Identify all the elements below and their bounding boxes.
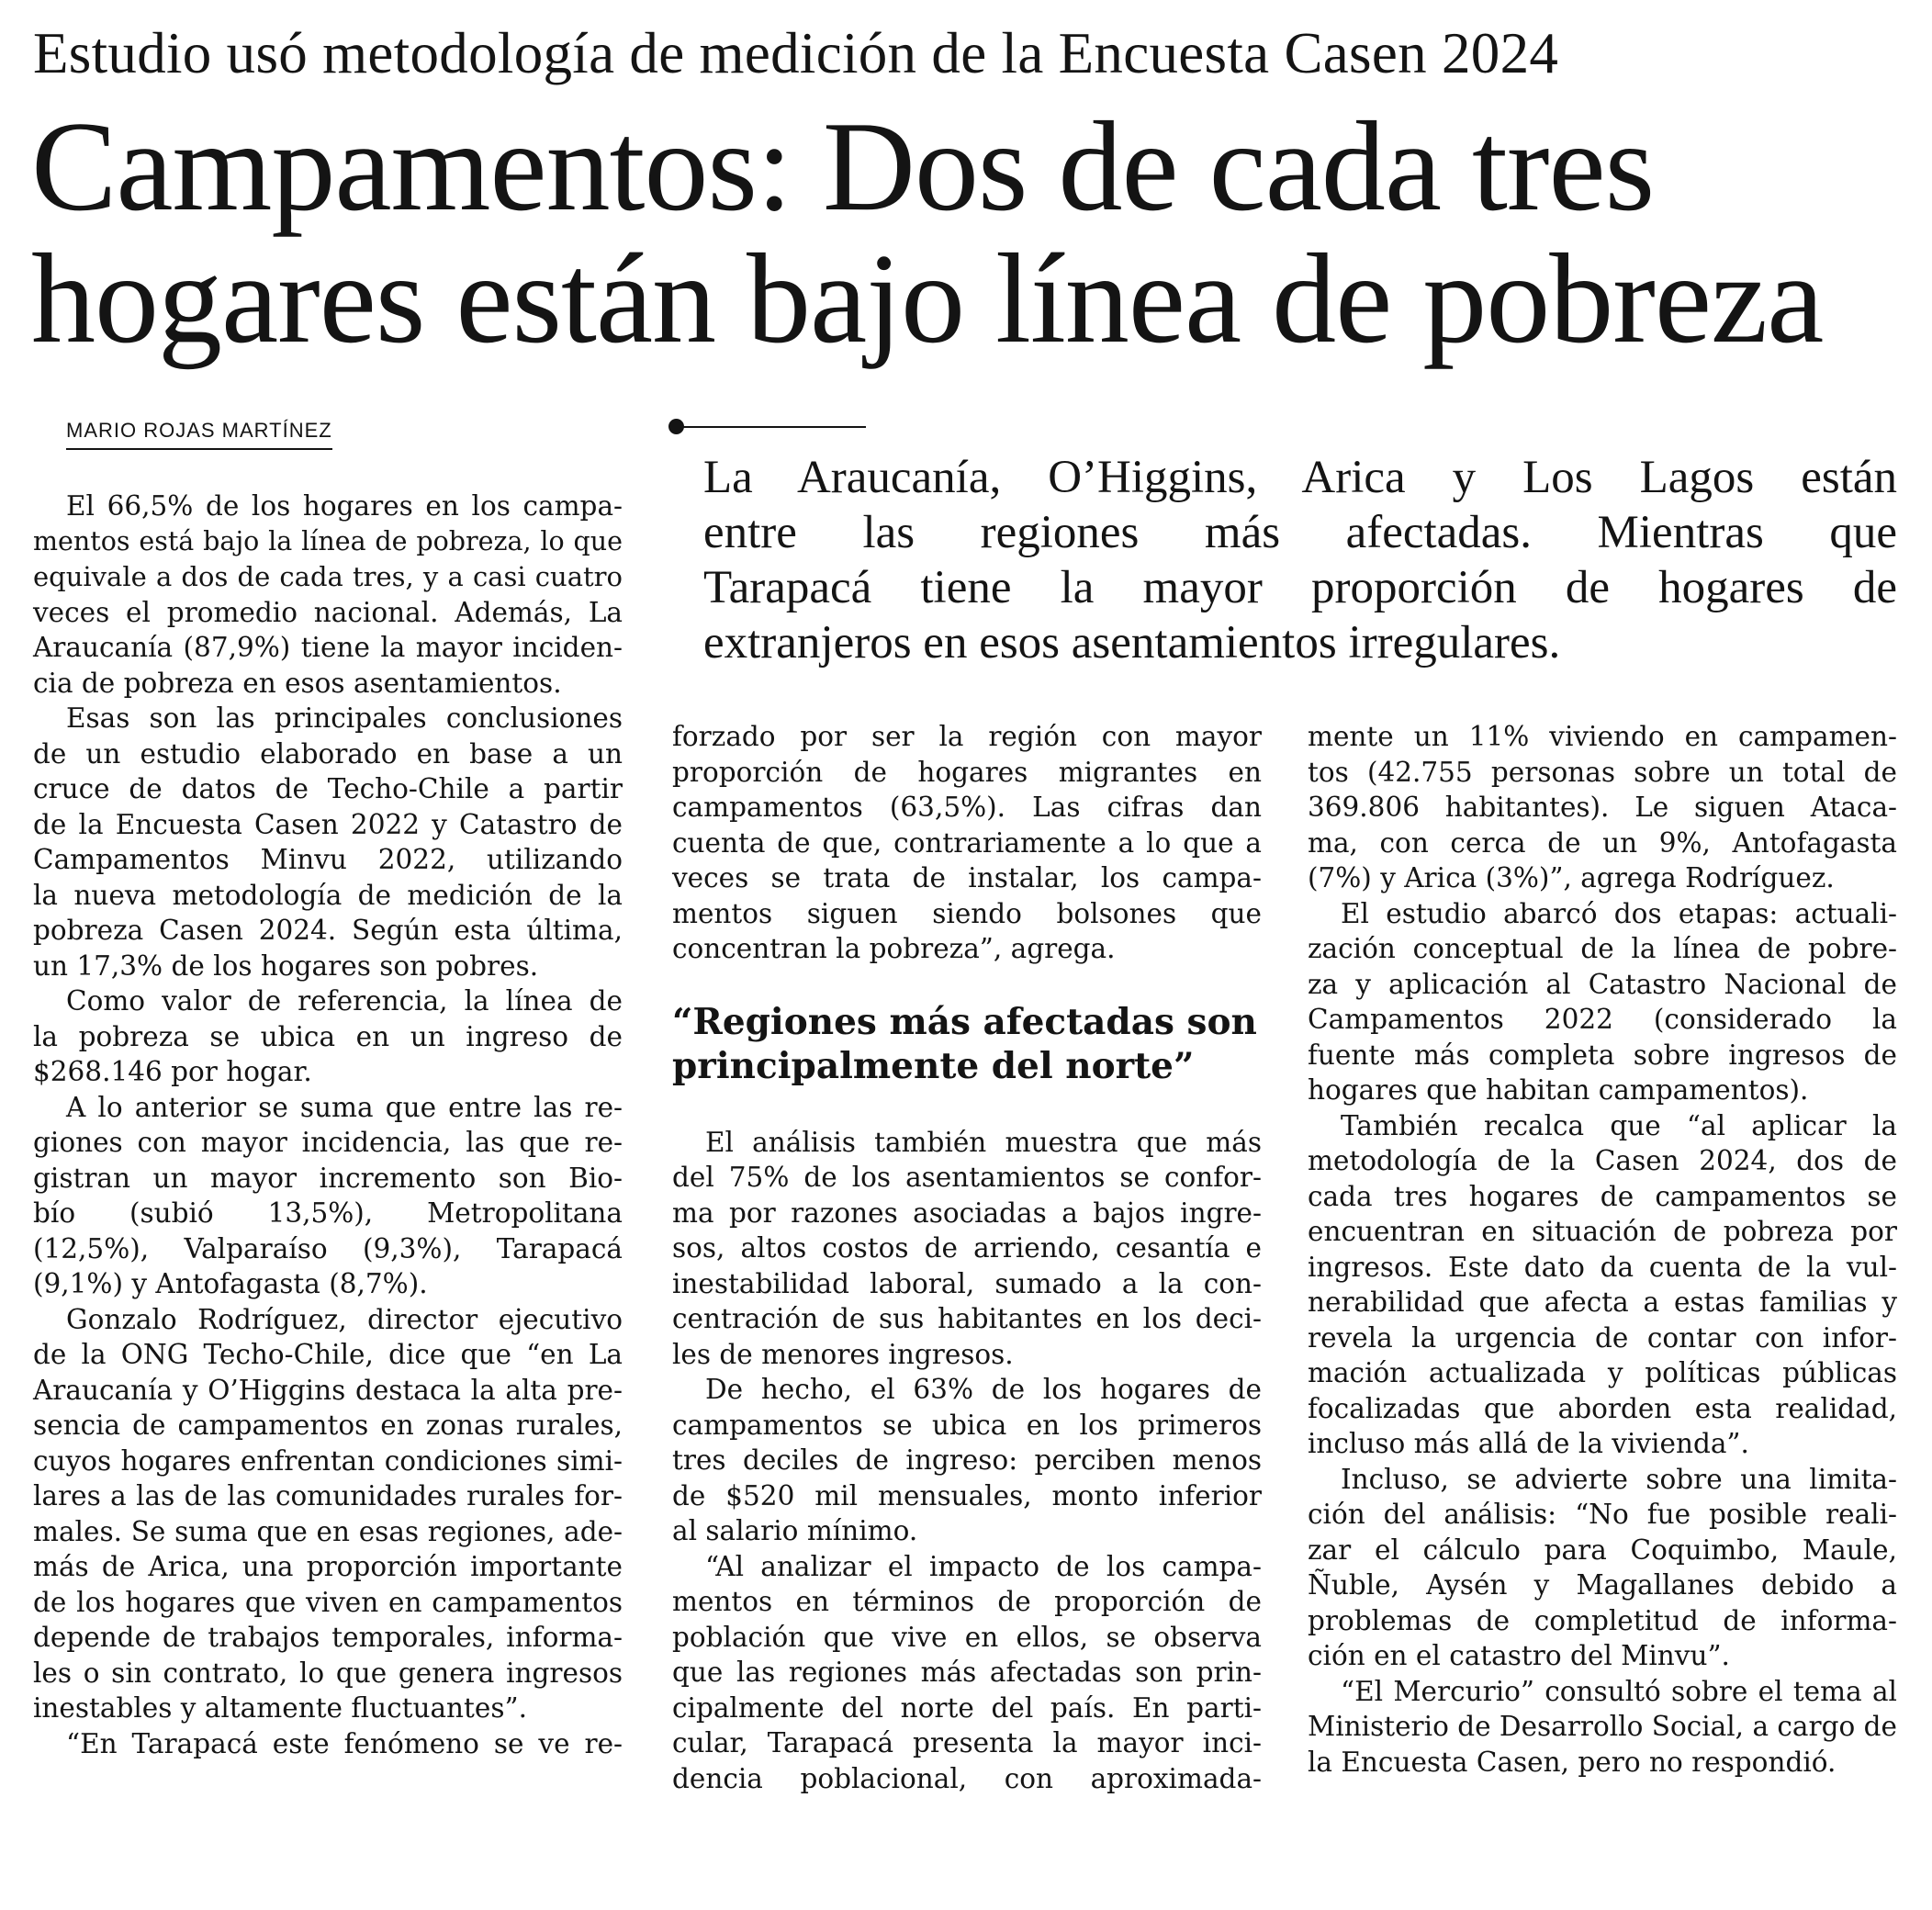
text-line: cipalmente del norte del país. En parti-	[672, 1691, 1262, 1724]
text-line: al salario mínimo.	[672, 1515, 918, 1546]
text-line: población que vive en ellos, se observa	[672, 1621, 1262, 1653]
text-line: encuentran en situación de pobreza por	[1308, 1216, 1897, 1247]
text-line: de un estudio elaborado en base a un	[33, 737, 623, 770]
text-line: tos (42.755 personas sobre un total de	[1308, 756, 1897, 788]
text-line: 369.806 habitantes). Le siguen Ataca-	[1308, 792, 1897, 823]
text-line: concentran la pobreza”, agrega.	[672, 933, 1116, 964]
bullet-dot-icon	[668, 419, 684, 434]
text-line: zación conceptual de la línea de pobre-	[1308, 933, 1897, 964]
lead-line: Tarapacá tiene la mayor proporción de hogares de	[703, 562, 1897, 613]
text-line: bío (subió 13,5%), Metropolitana	[33, 1197, 623, 1229]
byline: MARIO ROJAS MARTÍNEZ	[66, 419, 332, 450]
text-line: depende de trabajos temporales, informa-	[33, 1622, 623, 1653]
text-line: mente un 11% viviendo en campamen-	[1308, 721, 1897, 752]
text-line: cuenta de que, contrariamente a lo que a	[672, 826, 1262, 859]
text-line: mación actualizada y políticas públicas	[1308, 1357, 1897, 1388]
text-line: la pobreza se ubica en un ingreso de	[33, 1020, 623, 1052]
text-line: hogares que habitan campamentos).	[1308, 1074, 1809, 1106]
text-line: revela la urgencia de contar con infor-	[1308, 1321, 1897, 1354]
lead-line: extranjeros en esos asentamientos irregulares.	[703, 617, 1561, 668]
text-line: lares a las de las comunidades rurales for-	[33, 1480, 623, 1511]
text-line: (12,5%), Valparaíso (9,3%), Tarapacá	[33, 1232, 623, 1264]
text-line: de $520 mil mensuales, monto inferior	[672, 1479, 1262, 1511]
text-line: veces se trata de instalar, los campa-	[672, 862, 1262, 893]
text-line: equivale a dos de cada tres, y a casi cuatro	[33, 561, 623, 592]
lead-divider	[678, 426, 866, 428]
text-line: pobreza Casen 2024. Según esta última,	[33, 915, 623, 946]
text-line: A lo anterior se suma que entre las re-	[66, 1091, 623, 1123]
text-line: ma, con cerca de un 9%, Antofagasta	[1308, 826, 1897, 859]
text-line: de la Encuesta Casen 2022 y Catastro de	[33, 808, 623, 840]
text-line: cruce de datos de Techo-Chile a partir	[33, 773, 623, 804]
text-line: cular, Tarapacá presenta la mayor inci-	[672, 1727, 1262, 1758]
text-line: $268.146 por hogar.	[33, 1056, 312, 1087]
lead-paragraph	[703, 450, 1897, 670]
text-line: incluso más allá de la vivienda”.	[1308, 1428, 1749, 1459]
text-line: sos, altos costos de arriendo, cesantía e	[672, 1232, 1262, 1264]
text-line: ma por razones asociadas a bajos ingre-	[672, 1197, 1262, 1229]
text-line: que las regiones más afectadas son prin-	[672, 1657, 1262, 1688]
headline-line: hogares están bajo línea de pobreza	[31, 228, 1824, 370]
text-line: El 66,5% de los hogares en los campa-	[66, 490, 623, 522]
text-line: campamentos (63,5%). Las cifras dan	[672, 792, 1262, 823]
headline	[31, 96, 1914, 370]
text-line: les de menores ingresos.	[672, 1338, 1014, 1370]
text-line: cada tres hogares de campamentos se	[1308, 1180, 1897, 1212]
text-line: Araucanía (87,9%) tiene la mayor inciden-	[33, 632, 623, 663]
text-line: giones con mayor incidencia, las que re-	[33, 1127, 623, 1158]
text-line: metodología de la Casen 2024, dos de	[1308, 1145, 1897, 1176]
text-line: mentos está bajo la línea de pobreza, lo que	[33, 525, 623, 556]
text-line: fuente más completa sobre ingresos de	[1308, 1039, 1897, 1071]
text-line: centración de sus habitantes en los deci-	[672, 1303, 1262, 1334]
subhead-line: principalmente del norte”	[672, 1044, 1195, 1087]
text-line: focalizadas que aborden esta realidad,	[1308, 1392, 1897, 1424]
text-line: veces el promedio nacional. Además, La	[33, 596, 623, 628]
text-line: tres deciles de ingreso: perciben menos	[672, 1444, 1262, 1476]
text-line: Campamentos 2022 (considerado la	[1308, 1004, 1897, 1035]
text-line: Ministerio de Desarrollo Social, a cargo de	[1308, 1711, 1897, 1742]
text-line: Como valor de referencia, la línea de	[66, 985, 623, 1017]
text-line: forzado por ser la región con mayor	[672, 721, 1262, 752]
headline-line: Campamentos: Dos de cada tres	[31, 96, 1655, 238]
text-line: ingresos. Este dato da cuenta de la vul-	[1308, 1251, 1897, 1283]
text-line: “En Tarapacá este fenómeno se ve re-	[66, 1727, 623, 1759]
text-line: Campamentos Minvu 2022, utilizando	[33, 844, 623, 875]
text-line: zar el cálculo para Coquimbo, Maule,	[1308, 1534, 1897, 1566]
text-line: sencia de campamentos en zonas rurales,	[33, 1410, 623, 1441]
text-line: Esas son las principales conclusiones	[66, 702, 623, 734]
text-line: mentos en términos de proporción de	[672, 1586, 1262, 1617]
text-line: Gonzalo Rodríguez, director ejecutivo	[66, 1303, 623, 1335]
text-line: Araucanía y O’Higgins destaca la alta pre-	[33, 1374, 623, 1406]
text-line: del 75% de los asentamientos se confor-	[672, 1162, 1262, 1193]
text-line: De hecho, el 63% de los hogares de	[705, 1374, 1262, 1405]
text-line: dencia poblacional, con aproximada-	[672, 1762, 1262, 1794]
text-line: problemas de completitud de informa-	[1308, 1604, 1897, 1636]
text-line: Incluso, se advierte sobre una limita-	[1341, 1463, 1897, 1495]
text-line: la Encuesta Casen, pero no respondió.	[1308, 1746, 1837, 1778]
text-line: ción en el catastro del Minvu”.	[1308, 1640, 1730, 1671]
text-line: un 17,3% de los hogares son pobres.	[33, 949, 539, 982]
text-line: proporción de hogares migrantes en	[672, 756, 1262, 788]
text-line: (9,1%) y Antofagasta (8,7%).	[33, 1268, 428, 1299]
kicker: Estudio usó metodología de medición de la Encuesta Casen 2024	[33, 21, 1559, 85]
subhead-line: “Regiones más afectadas son	[672, 1000, 1257, 1043]
section-subhead	[672, 1000, 1262, 1088]
text-line: cia de pobreza en esos asentamientos.	[33, 667, 562, 699]
column-1	[33, 489, 623, 1761]
text-line: za y aplicación al Catastro Nacional de	[1308, 968, 1897, 1000]
text-line: inestabilidad laboral, sumado a la con-	[672, 1267, 1262, 1299]
text-line: También recalca que “al aplicar la	[1341, 1109, 1897, 1141]
lead-line: entre las regiones más afectadas. Mientras que	[703, 507, 1897, 558]
column-3	[1308, 719, 1897, 1780]
text-line: nerabilidad que afecta a estas familias y	[1308, 1286, 1897, 1318]
text-line: les o sin contrato, lo que genera ingresos	[33, 1657, 623, 1689]
text-line: (7%) y Arica (3%)”, agrega Rodríguez.	[1308, 862, 1835, 893]
text-line: mentos siguen siendo bolsones que	[672, 897, 1262, 929]
text-line: de los hogares que viven en campamentos	[33, 1586, 623, 1618]
text-line: “Al analizar el impacto de los campa-	[705, 1550, 1262, 1582]
text-line: males. Se suma que en esas regiones, ade-	[33, 1515, 623, 1547]
text-line: El análisis también muestra que más	[705, 1126, 1262, 1158]
text-line: “El Mercurio” consultó sobre el tema al	[1341, 1675, 1897, 1707]
text-line: El estudio abarcó dos etapas: actuali-	[1341, 897, 1897, 929]
text-line: campamentos se ubica en los primeros	[672, 1409, 1262, 1441]
column-2	[672, 719, 1262, 1796]
text-line: cuyos hogares enfrentan condiciones simi-	[33, 1444, 623, 1477]
text-line: Ñuble, Aysén y Magallanes debido a	[1308, 1569, 1897, 1601]
text-line: inestables y altamente fluctuantes”.	[33, 1692, 527, 1724]
text-line: gistran un mayor incremento son Bio-	[33, 1162, 623, 1194]
text-line: más de Arica, una proporción importante	[33, 1551, 623, 1582]
text-line: ción del análisis: “No fue posible reali-	[1308, 1499, 1897, 1530]
lead-line: La Araucanía, O’Higgins, Arica y Los Lagos están	[703, 452, 1897, 503]
text-line: la nueva metodología de medición de la	[33, 879, 623, 911]
text-line: de la ONG Techo-Chile, dice que “en La	[33, 1339, 623, 1370]
